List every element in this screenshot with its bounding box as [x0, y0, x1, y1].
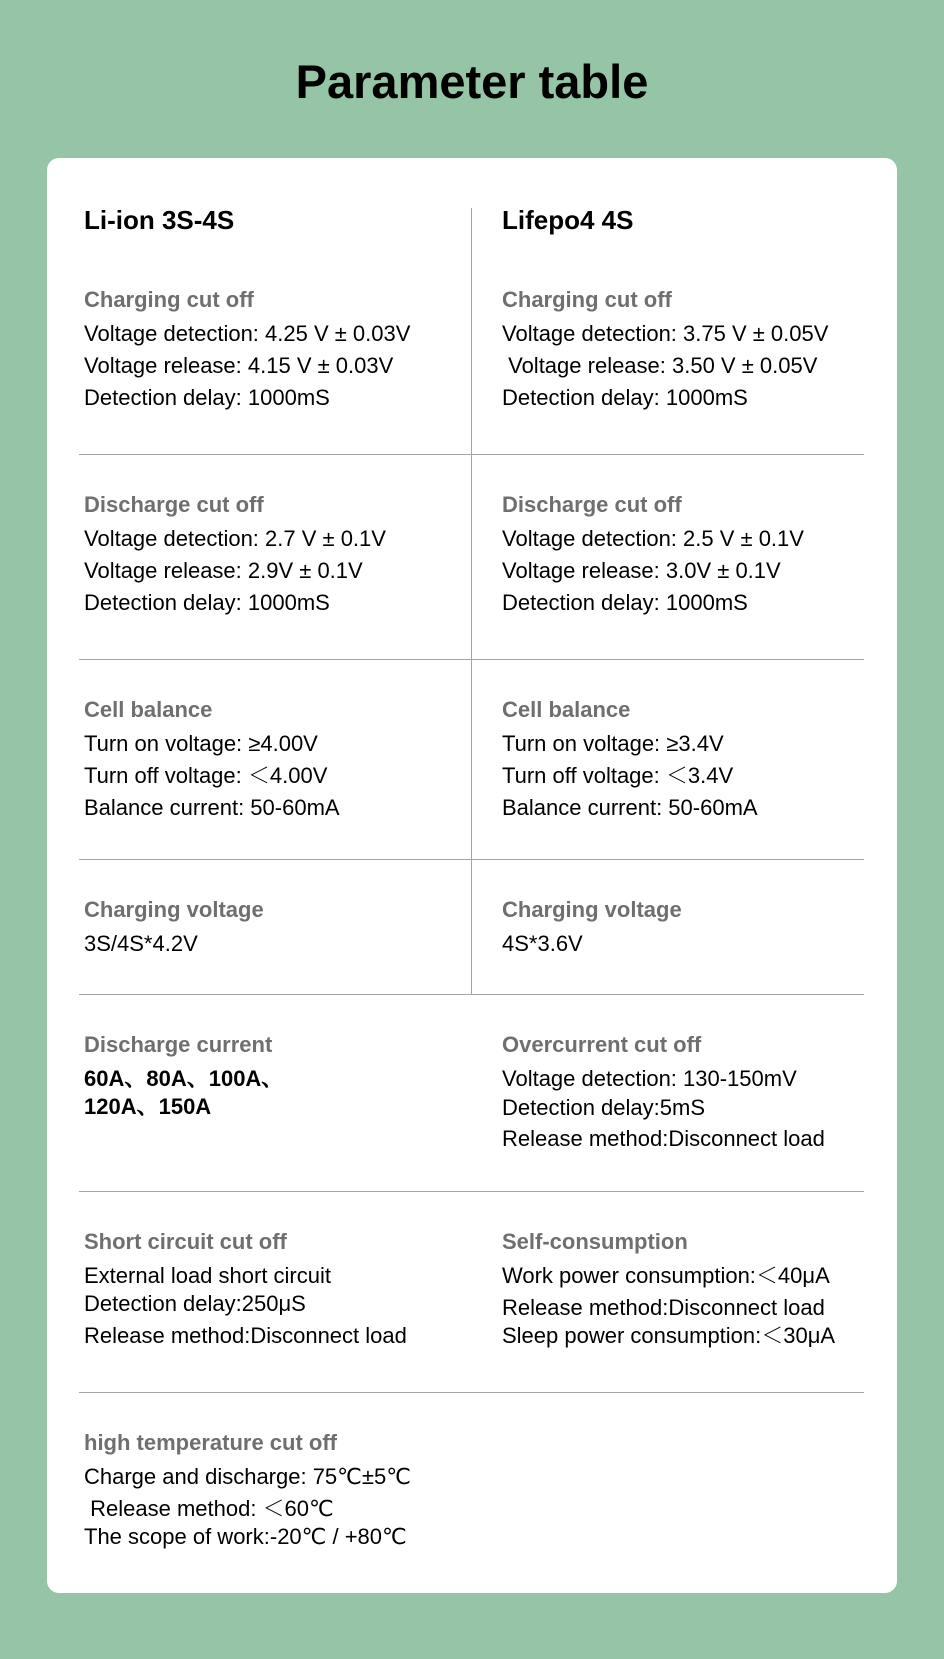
param-line: Detection delay:5mS [502, 1095, 705, 1120]
param-line: Detection delay: 1000mS [502, 590, 748, 615]
param-line: Voltage detection: 3.75 V ± 0.05V [502, 321, 829, 346]
param-line: 60A、80A、100A、 [84, 1066, 284, 1091]
section-high-temperature-cut-off [84, 1429, 411, 1551]
section-charging-voltage-li-ion [84, 896, 264, 958]
section-discharge-current [84, 1031, 283, 1121]
section-title: Discharge cut off [502, 492, 682, 517]
section-title: high temperature cut off [84, 1430, 338, 1455]
section-discharge-cut-off-lifepo4 [502, 491, 804, 617]
column-header-lifepo4: Lifepo4 4S [502, 205, 634, 235]
column-divider [471, 208, 472, 994]
section-title: Charging voltage [84, 897, 264, 922]
row-divider [79, 994, 864, 995]
section-discharge-cut-off-li-ion [84, 491, 386, 617]
section-charging-cut-off-lifepo4 [502, 286, 828, 412]
param-line: Charge and discharge: 75℃±5℃ [84, 1464, 411, 1489]
param-line: Work power consumption:＜40μA [502, 1263, 830, 1288]
param-line: Balance current: 50-60mA [84, 795, 340, 820]
param-line: Voltage detection: 2.5 V ± 0.1V [502, 526, 804, 551]
section-title: Charging cut off [502, 287, 672, 312]
section-title: Discharge current [84, 1032, 273, 1057]
section-title: Short circuit cut off [84, 1229, 287, 1254]
section-cell-balance-lifepo4 [502, 696, 758, 822]
param-line: Voltage detection: 2.7 V ± 0.1V [84, 526, 386, 551]
param-line: Voltage release: 2.9V ± 0.1V [84, 558, 363, 583]
row-divider [79, 659, 864, 660]
row-divider [79, 454, 864, 455]
param-line: Release method:Disconnect load [502, 1295, 825, 1320]
section-cell-balance-li-ion [84, 696, 340, 822]
param-line: The scope of work:-20℃ / +80℃ [84, 1524, 407, 1549]
param-line: Turn on voltage: ≥4.00V [84, 731, 318, 756]
section-short-circuit-cut-off [84, 1228, 407, 1350]
section-title: Discharge cut off [84, 492, 264, 517]
param-line: Voltage detection: 130-150mV [502, 1066, 797, 1091]
section-charging-voltage-lifepo4 [502, 896, 682, 958]
param-line: Turn off voltage: ＜3.4V [502, 763, 734, 788]
param-line: Release method:Disconnect load [502, 1126, 825, 1151]
section-title: Cell balance [84, 697, 213, 722]
param-line: 3S/4S*4.2V [84, 931, 198, 956]
row-divider [79, 1191, 864, 1192]
section-title: Self-consumption [502, 1229, 688, 1254]
column-header-li-ion: Li-ion 3S-4S [84, 205, 235, 235]
param-line: Release method:Disconnect load [84, 1323, 407, 1348]
param-line: Voltage release: 3.50 V ± 0.05V [502, 353, 818, 378]
section-title: Cell balance [502, 697, 631, 722]
param-line: Turn on voltage: ≥3.4V [502, 731, 724, 756]
param-line: 120A、150A [84, 1094, 212, 1119]
param-line: External load short circuit [84, 1263, 331, 1288]
param-line: Voltage release: 4.15 V ± 0.03V [84, 353, 394, 378]
page-title: Parameter table [295, 55, 649, 108]
param-line: Voltage release: 3.0V ± 0.1V [502, 558, 781, 583]
section-title: Charging voltage [502, 897, 682, 922]
section-self-consumption [502, 1228, 835, 1350]
param-line: Detection delay: 1000mS [84, 385, 330, 410]
param-line: Sleep power consumption:＜30μA [502, 1323, 836, 1348]
param-line: Turn off voltage: ＜4.00V [84, 763, 328, 788]
row-divider [79, 859, 864, 860]
section-title: Charging cut off [84, 287, 254, 312]
param-line: Balance current: 50-60mA [502, 795, 758, 820]
section-overcurrent-cut-off [502, 1031, 825, 1153]
section-charging-cut-off-li-ion [84, 286, 410, 412]
param-line: Release method: ＜60℃ [84, 1496, 334, 1521]
section-title: Overcurrent cut off [502, 1032, 702, 1057]
row-divider [79, 1392, 864, 1393]
param-line: Detection delay: 1000mS [502, 385, 748, 410]
param-line: Detection delay: 1000mS [84, 590, 330, 615]
param-line: Detection delay:250μS [84, 1291, 306, 1316]
parameter-card [47, 158, 897, 1593]
param-line: Voltage detection: 4.25 V ± 0.03V [84, 321, 411, 346]
param-line: 4S*3.6V [502, 931, 583, 956]
